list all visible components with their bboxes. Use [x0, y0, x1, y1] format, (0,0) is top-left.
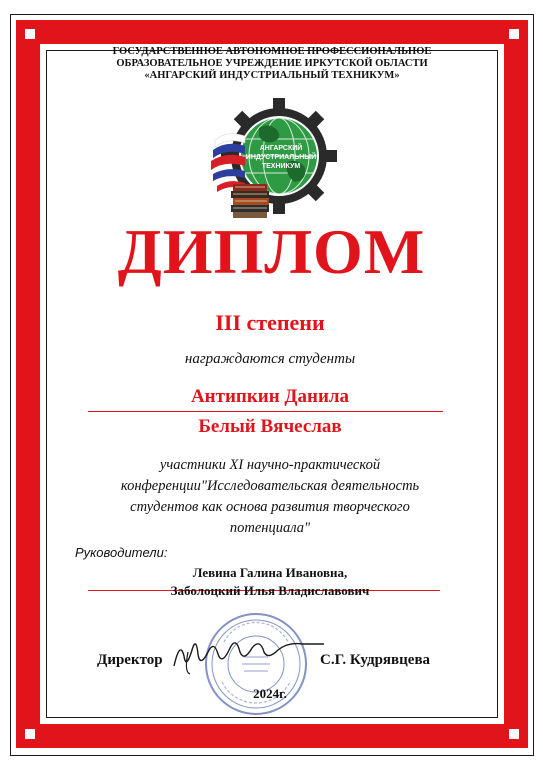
- institution-header: [60, 46, 484, 82]
- frame-corner: [509, 29, 519, 39]
- header-line: «АНГАРСКИЙ ИНДУСТРИАЛЬНЫЙ ТЕХНИКУМ»: [144, 70, 400, 81]
- description-line: участники XI научно-практической: [159, 457, 381, 473]
- diploma-degree: III степени: [215, 310, 325, 335]
- achievement-description: [80, 455, 460, 539]
- student-name: Антипкин Данила: [190, 386, 350, 407]
- header-line: ГОСУДАРСТВЕННОЕ АВТОНОМНОЕ ПРОФЕССИОНАЛЬНОЕ: [112, 46, 432, 57]
- logo-text-line: АНГАРСКИЙ: [259, 145, 303, 152]
- leader-name: Левина Галина Ивановна,: [192, 565, 348, 580]
- director-name: С.Г. Кудрявцева: [320, 652, 431, 668]
- frame-corner: [509, 729, 519, 739]
- leader-name: Заболоцкий Илья Владиславович: [170, 583, 370, 598]
- description-line: потенциала": [229, 520, 311, 536]
- director-signature: [168, 632, 333, 678]
- student-name: Белый Вячеслав: [198, 416, 342, 437]
- diploma-title: ДИПЛОМ: [117, 216, 426, 287]
- header-line: ОБРАЗОВАТЕЛЬНОЕ УЧРЕЖДЕНИЕ ИРКУТСКОЙ ОБЛАСТИ: [116, 58, 428, 69]
- logo-text-line: ИНДУСТРИАЛЬНЫЙ: [245, 154, 317, 161]
- technikum-logo: [197, 98, 345, 223]
- logo-text-line: ТЕХНИКУМ: [261, 163, 301, 170]
- director-label: Директор: [97, 652, 163, 668]
- diploma-year: 2024г.: [253, 686, 287, 701]
- divider-line: [88, 411, 443, 412]
- description-line: конференции"Исследовательская деятельность: [120, 478, 420, 494]
- frame-corner: [25, 729, 35, 739]
- awarded-text: награждаются студенты: [184, 351, 356, 367]
- description-line: студентов как основа развития творческого: [130, 499, 410, 515]
- leaders-label: Руководители:: [75, 545, 168, 560]
- frame-corner: [25, 29, 35, 39]
